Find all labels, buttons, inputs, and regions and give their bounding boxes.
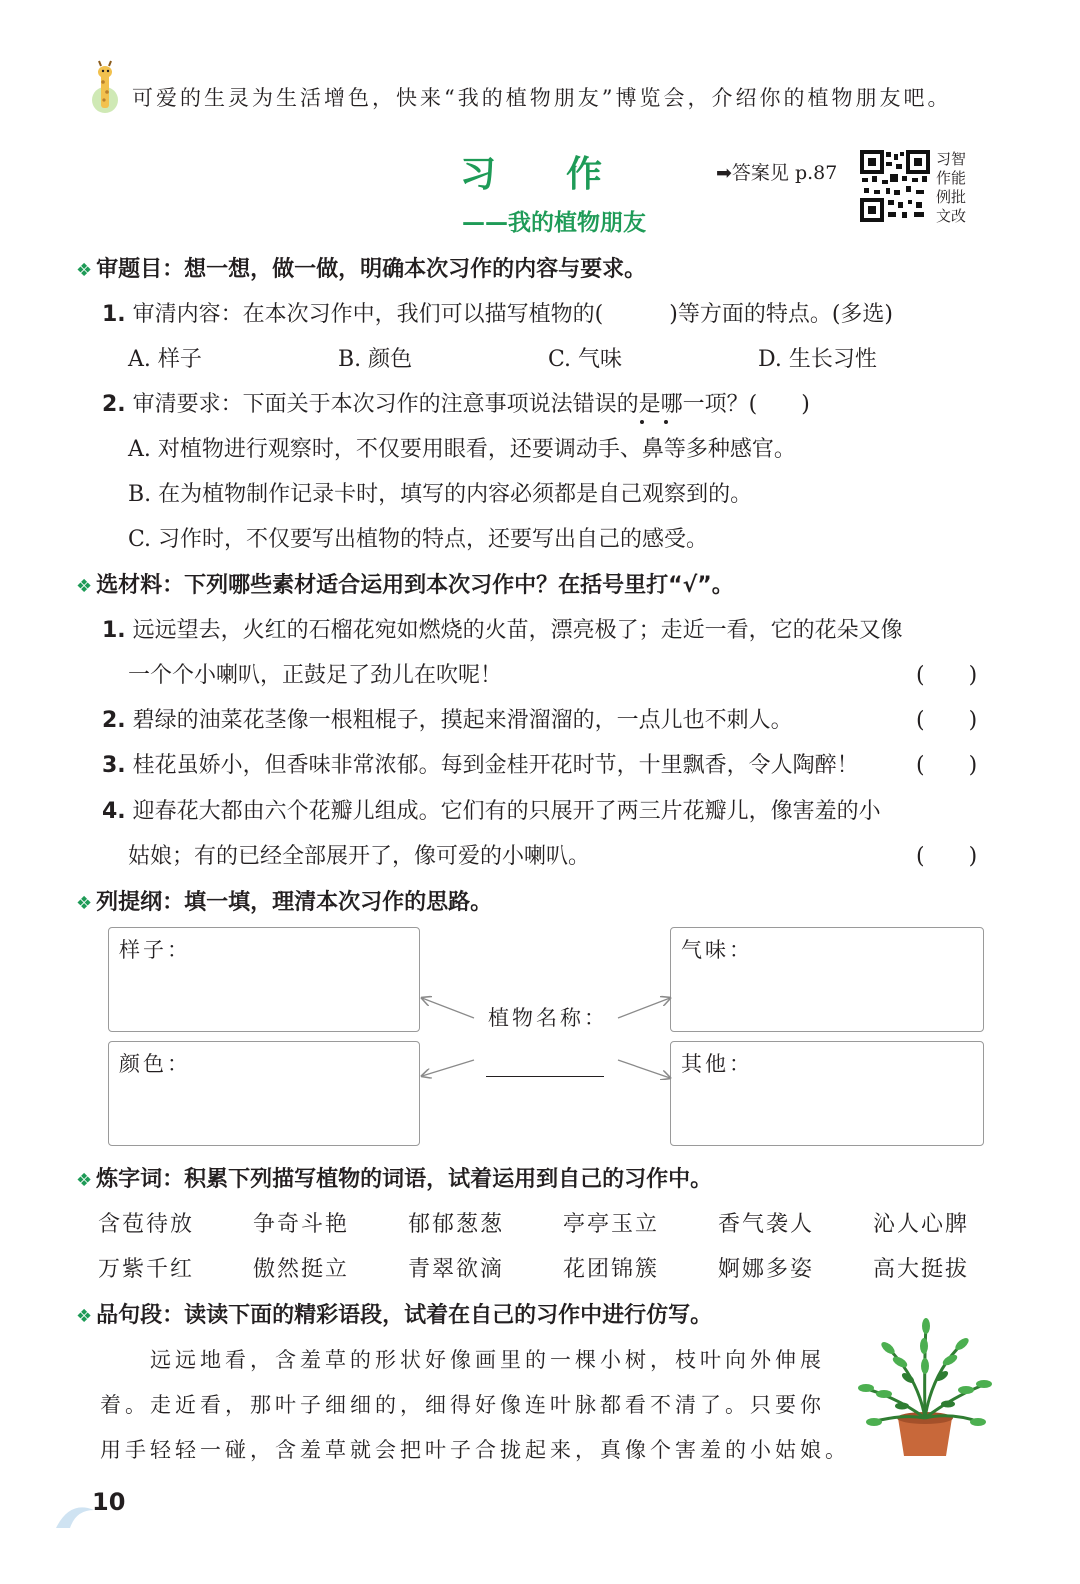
diamond-bullet-icon: ❖	[76, 1306, 93, 1327]
word: 高大挺拔	[873, 1257, 970, 1282]
option-2c[interactable]: C. 习作时，不仅要写出植物的特点，还要写出自己的感受。	[128, 527, 709, 552]
diamond-bullet-icon: ❖	[76, 576, 93, 597]
material-4-line-1: 4. 迎春花大都由六个花瓣儿组成。它们有的只展开了两三片花瓣儿，像害羞的小	[102, 799, 881, 824]
word: 含苞待放	[98, 1212, 195, 1237]
qr-code-label: 习智 作能 例批 文改	[936, 150, 967, 225]
word: 争奇斗艳	[253, 1212, 350, 1237]
diamond-bullet-icon: ❖	[76, 893, 93, 914]
passage-line-3: 用手轻轻一碰，含羞草就会把叶子合拢起来，真像个害羞的小姑娘。	[100, 1438, 850, 1462]
title-char: 作	[566, 154, 673, 195]
arrow-right-up-icon	[618, 998, 670, 1018]
word: 香气袭人	[718, 1212, 815, 1237]
option-a[interactable]: A. 样子	[128, 347, 202, 372]
passage-line-1: 远远地看，含羞草的形状好像画里的一棵小树，枝叶向外伸展	[150, 1348, 825, 1372]
outline-box-smell[interactable]: 气味：	[670, 927, 984, 1032]
material-3: 3. 桂花虽娇小，但香味非常浓郁。每到金桂开花时节，十里飘香，令人陶醉！	[102, 753, 859, 778]
arrow-right-down-icon	[618, 1060, 670, 1078]
word: 万紫千红	[98, 1257, 195, 1282]
option-2a[interactable]: A. 对植物进行观察时，不仅要用眼看，还要调动手、鼻等多种感官。	[128, 437, 796, 462]
option-b[interactable]: B. 颜色	[338, 347, 413, 372]
word: 沁人心脾	[873, 1212, 970, 1237]
material-2: 2. 碧绿的油菜花茎像一根粗棍子，摸起来滑溜溜的，一点儿也不刺人。	[102, 708, 793, 733]
option-c[interactable]: C. 气味	[548, 347, 623, 372]
question-2: 2. 审清要求：下面关于本次习作的注意事项说法错误的是哪一项？( )	[102, 392, 810, 417]
outline-box-other[interactable]: 其他：	[670, 1041, 984, 1146]
question-1: 1. 审清内容：在本次习作中，我们可以描写植物的( )等方面的特点。(多选)	[102, 302, 894, 327]
arrow-left-down-icon	[422, 1060, 474, 1076]
section-heading-words: ❖ 炼字词：积累下列描写植物的词语，试着运用到自己的习作中。	[76, 1167, 713, 1192]
answer-paren-2[interactable]: ( )	[916, 708, 978, 733]
qr-code-icon[interactable]	[860, 150, 930, 222]
section-heading-passage: ❖ 品句段：读读下面的精彩语段，试着在自己的习作中进行仿写。	[76, 1303, 713, 1328]
outline-arrows	[418, 990, 674, 1080]
option-d[interactable]: D. 生长习性	[758, 347, 877, 372]
outline-box-color[interactable]: 颜色：	[108, 1041, 420, 1146]
word: 亭亭玉立	[563, 1212, 660, 1237]
section-heading-review: ❖ 审题目：想一想，做一做，明确本次习作的内容与要求。	[76, 257, 647, 282]
material-1-line-1: 1. 远远望去，火红的石榴花宛如燃烧的火苗，漂亮极了；走近一看，它的花朵又像	[102, 618, 903, 643]
plant-name-label: 植物名称：	[488, 1006, 608, 1030]
page-number: 10	[92, 1488, 126, 1516]
section-heading-outline: ❖ 列提纲：填一填，理清本次习作的思路。	[76, 890, 493, 915]
answer-paren-3[interactable]: ( )	[916, 753, 978, 778]
word: 青翠欲滴	[408, 1257, 505, 1282]
title-char: 习	[460, 154, 567, 195]
answer-reference: ➡答案见 p.87	[716, 162, 838, 184]
section-heading-materials: ❖ 选材料：下列哪些素材适合运用到本次习作中？在括号里打“√”。	[76, 573, 734, 598]
word: 婀娜多姿	[718, 1257, 815, 1282]
option-2b[interactable]: B. 在为植物制作记录卡时，填写的内容必须都是自己观察到的。	[128, 482, 753, 507]
answer-paren-1[interactable]: ( )	[916, 663, 978, 688]
word: 花团锦簇	[563, 1257, 660, 1282]
page-subtitle: ——我的植物朋友	[462, 210, 646, 236]
diamond-bullet-icon: ❖	[76, 1170, 93, 1191]
diamond-bullet-icon: ❖	[76, 260, 93, 281]
passage-line-2: 着。走近看，那叶子细细的，细得好像连叶脉都看不清了。只要你	[100, 1393, 825, 1417]
material-1-line-2: 一个个小喇叭，正鼓足了劲儿在吹呢！	[128, 663, 503, 688]
arrow-right-icon: ➡	[716, 162, 732, 184]
material-4-line-2: 姑娘；有的已经全部展开了，像可爱的小喇叭。	[128, 844, 591, 869]
potted-plant-icon	[858, 1318, 992, 1460]
word: 郁郁葱葱	[408, 1212, 505, 1237]
banner-text: 可爱的生灵为生活增色，快来“我的植物朋友”博览会，介绍你的植物朋友吧。	[132, 86, 952, 110]
word: 傲然挺立	[253, 1257, 350, 1282]
page-title	[460, 146, 672, 197]
emphasis-dot	[640, 420, 644, 424]
emphasis-dot	[664, 420, 668, 424]
top-banner	[88, 60, 1008, 116]
arrow-left-up-icon	[422, 998, 474, 1018]
giraffe-icon	[88, 60, 122, 114]
outline-box-appearance[interactable]: 样子：	[108, 927, 420, 1032]
answer-paren-4[interactable]: ( )	[916, 844, 978, 869]
page-corner-decoration-icon	[56, 1500, 96, 1530]
